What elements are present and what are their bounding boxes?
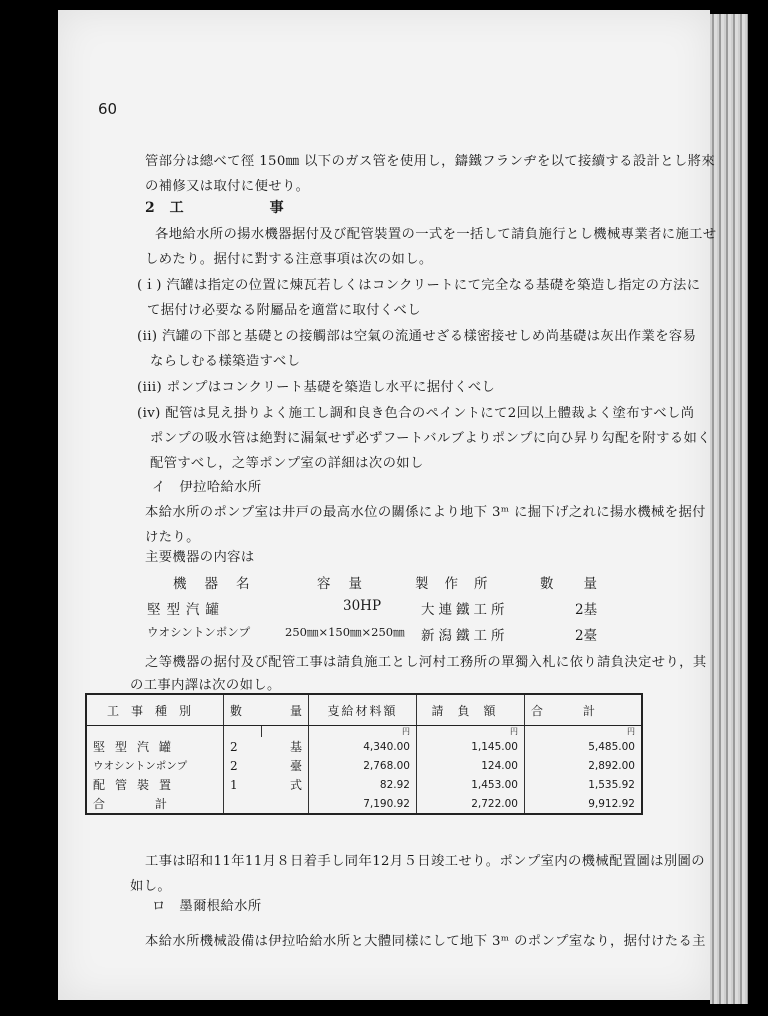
table-row — [86, 726, 642, 738]
spec-cell: 30HP — [343, 598, 382, 614]
section-heading — [145, 197, 284, 217]
table-cell: 1,535.92 — [524, 775, 642, 794]
spec-cell: 堅型汽罐 — [147, 602, 225, 618]
subsection-heading: イ 伊拉哈給水所 — [152, 480, 262, 495]
table-header-row — [86, 694, 642, 726]
yen-unit: 円 — [308, 726, 416, 738]
paragraph-line: しめたり。据付に對する注意事項は次の如し。 — [145, 252, 433, 267]
spec-header-cell: 容量 — [317, 576, 380, 592]
paragraph-line: 本給水所機械設備は伊拉哈給水所と大體同樣にして地下 3ᵐ のポンプ室なり，据付けたる主 — [145, 934, 706, 949]
table-cell: 9,912.92 — [524, 794, 642, 814]
table-header-cell: 量 — [289, 703, 302, 718]
paragraph-line: けたり。 — [145, 530, 200, 545]
table-cell: 2,892.00 — [524, 756, 642, 775]
table-cell: 4,340.00 — [308, 737, 416, 756]
table-header-cell: 㕝給材料額 — [308, 694, 416, 726]
table-cell: 臺 — [262, 756, 309, 775]
list-item-line: (iv) 配管は見え掛りよく施工し調和良き色合のペイントにて2回以上體裁よく塗布すべし尚 — [137, 406, 695, 421]
table-cell: 1,453.00 — [416, 775, 524, 794]
table-cell: 1 — [224, 775, 262, 794]
paragraph-line: 管部分は總べて徑 150㎜ 以下のガス管を使用し，鑄鐵フランヂを以て接續する設計とし將來 — [145, 154, 716, 169]
spec-cell: 2臺 — [575, 628, 598, 644]
spec-cell: 新潟鐵工所 — [421, 628, 509, 644]
spec-row — [85, 624, 605, 650]
table-cell — [86, 726, 224, 738]
table-row — [86, 756, 642, 775]
paragraph-line: 之等機器の据付及び配管工事は請負施工とし河村工務所の單獨入札に依り請負決定せり，其 — [145, 655, 707, 670]
table-header-cell: 工事種別 — [86, 694, 224, 726]
table-cell: 2,722.00 — [416, 794, 524, 814]
table-cell: 2 — [224, 737, 262, 756]
spec-header-row — [85, 572, 627, 598]
section-label-b: 事 — [269, 200, 284, 216]
list-item-line: (iii) ポンプはコンクリート基礎を築造し水平に据付くべし — [137, 380, 496, 395]
table-cell: 124.00 — [416, 756, 524, 775]
page-number: 60 — [98, 100, 118, 118]
paragraph-line: 各地給水所の揚水機器据付及び配管裝置の一式を一括して請負施行とし機械專業者に施工せ — [155, 227, 717, 242]
spec-intro: 主要機器の内容は — [145, 550, 255, 565]
page-edge-shadow — [710, 14, 748, 1004]
spec-header-cell: 機器名 — [173, 576, 268, 592]
yen-unit: 円 — [524, 726, 642, 738]
table-cell: 7,190.92 — [308, 794, 416, 814]
table-cell: 82.92 — [308, 775, 416, 794]
spec-header-cell: 製作所 — [415, 576, 504, 592]
spec-cell: 2基 — [575, 602, 598, 618]
table-header-cell: 請負額 — [416, 694, 524, 726]
table-cell: 合計 — [86, 794, 224, 814]
list-item-line: ならしむる樣築造すべし — [150, 354, 301, 369]
spec-cell: 250㎜×150㎜×250㎜ — [285, 625, 405, 639]
list-item-line: て据付け必要なる附屬品を適當に取付くべし — [147, 303, 421, 318]
list-item-line: (ii) 汽罐の下部と基礎との接觸部は空氣の流通せざる樣密接せしめ尚基礎は灰出作業を容易 — [137, 329, 697, 344]
list-item-line: 配管すべし，之等ポンプ室の詳細は次の如し — [150, 456, 424, 471]
cost-breakdown-table — [85, 693, 643, 815]
table-cell: 式 — [262, 775, 309, 794]
paragraph-line: の補修又は取付に便せり。 — [145, 179, 310, 194]
section-label-a: 工 — [169, 200, 184, 216]
table-header-cell — [224, 694, 309, 726]
table-cell: 2,768.00 — [308, 756, 416, 775]
yen-unit: 円 — [416, 726, 524, 738]
paragraph-line: 如し。 — [130, 879, 172, 894]
table-cell: ウオシントンポンプ — [86, 756, 224, 775]
list-item-line: ポンプの吸水管は絶對に漏氣せず必ずフートバルブよりポンプに向ひ昇り勾配を附する如く — [150, 431, 711, 446]
paragraph-line: の工事内譯は次の如し。 — [130, 678, 281, 693]
table-row — [86, 775, 642, 794]
table-row — [86, 794, 642, 814]
subsection-heading: ロ 墨爾根給水所 — [152, 899, 262, 914]
table-cell: 1,145.00 — [416, 737, 524, 756]
table-cell: 基 — [262, 737, 309, 756]
section-number: 2 — [145, 200, 155, 216]
table-cell: 5,485.00 — [524, 737, 642, 756]
table-cell — [262, 726, 309, 738]
table-cell: 配管裝置 — [86, 775, 224, 794]
table-cell — [224, 794, 262, 814]
table-cell: 堅型汽罐 — [86, 737, 224, 756]
paragraph-line: 工事は昭和11年11月８日着手し同年12月５日竣工せり。ポンプ室内の機械配置圖は別圖の — [145, 854, 705, 869]
table-header-cell: 數 — [230, 703, 243, 718]
table-row — [86, 737, 642, 756]
table-header-cell: 合計 — [524, 694, 642, 726]
table-cell — [224, 726, 262, 738]
list-item-line: (ｉ) 汽罐は指定の位置に煉瓦若しくはコンクリートにて完全なる基礎を築造し指定の方法に — [137, 278, 701, 293]
paragraph-line: 本給水所のポンプ室は井戸の最高水位の關係により地下 3ᵐ に掘下げ之れに揚水機械を据付 — [145, 505, 706, 520]
spec-row — [85, 598, 605, 624]
spec-cell: 大連鐵工所 — [421, 602, 509, 618]
table-cell: 2 — [224, 756, 262, 775]
spec-cell: ウオシントンポンプ — [147, 625, 251, 639]
spec-header-cell: 數量 — [540, 576, 627, 592]
equipment-spec-list — [85, 562, 627, 650]
table-cell — [262, 794, 309, 814]
